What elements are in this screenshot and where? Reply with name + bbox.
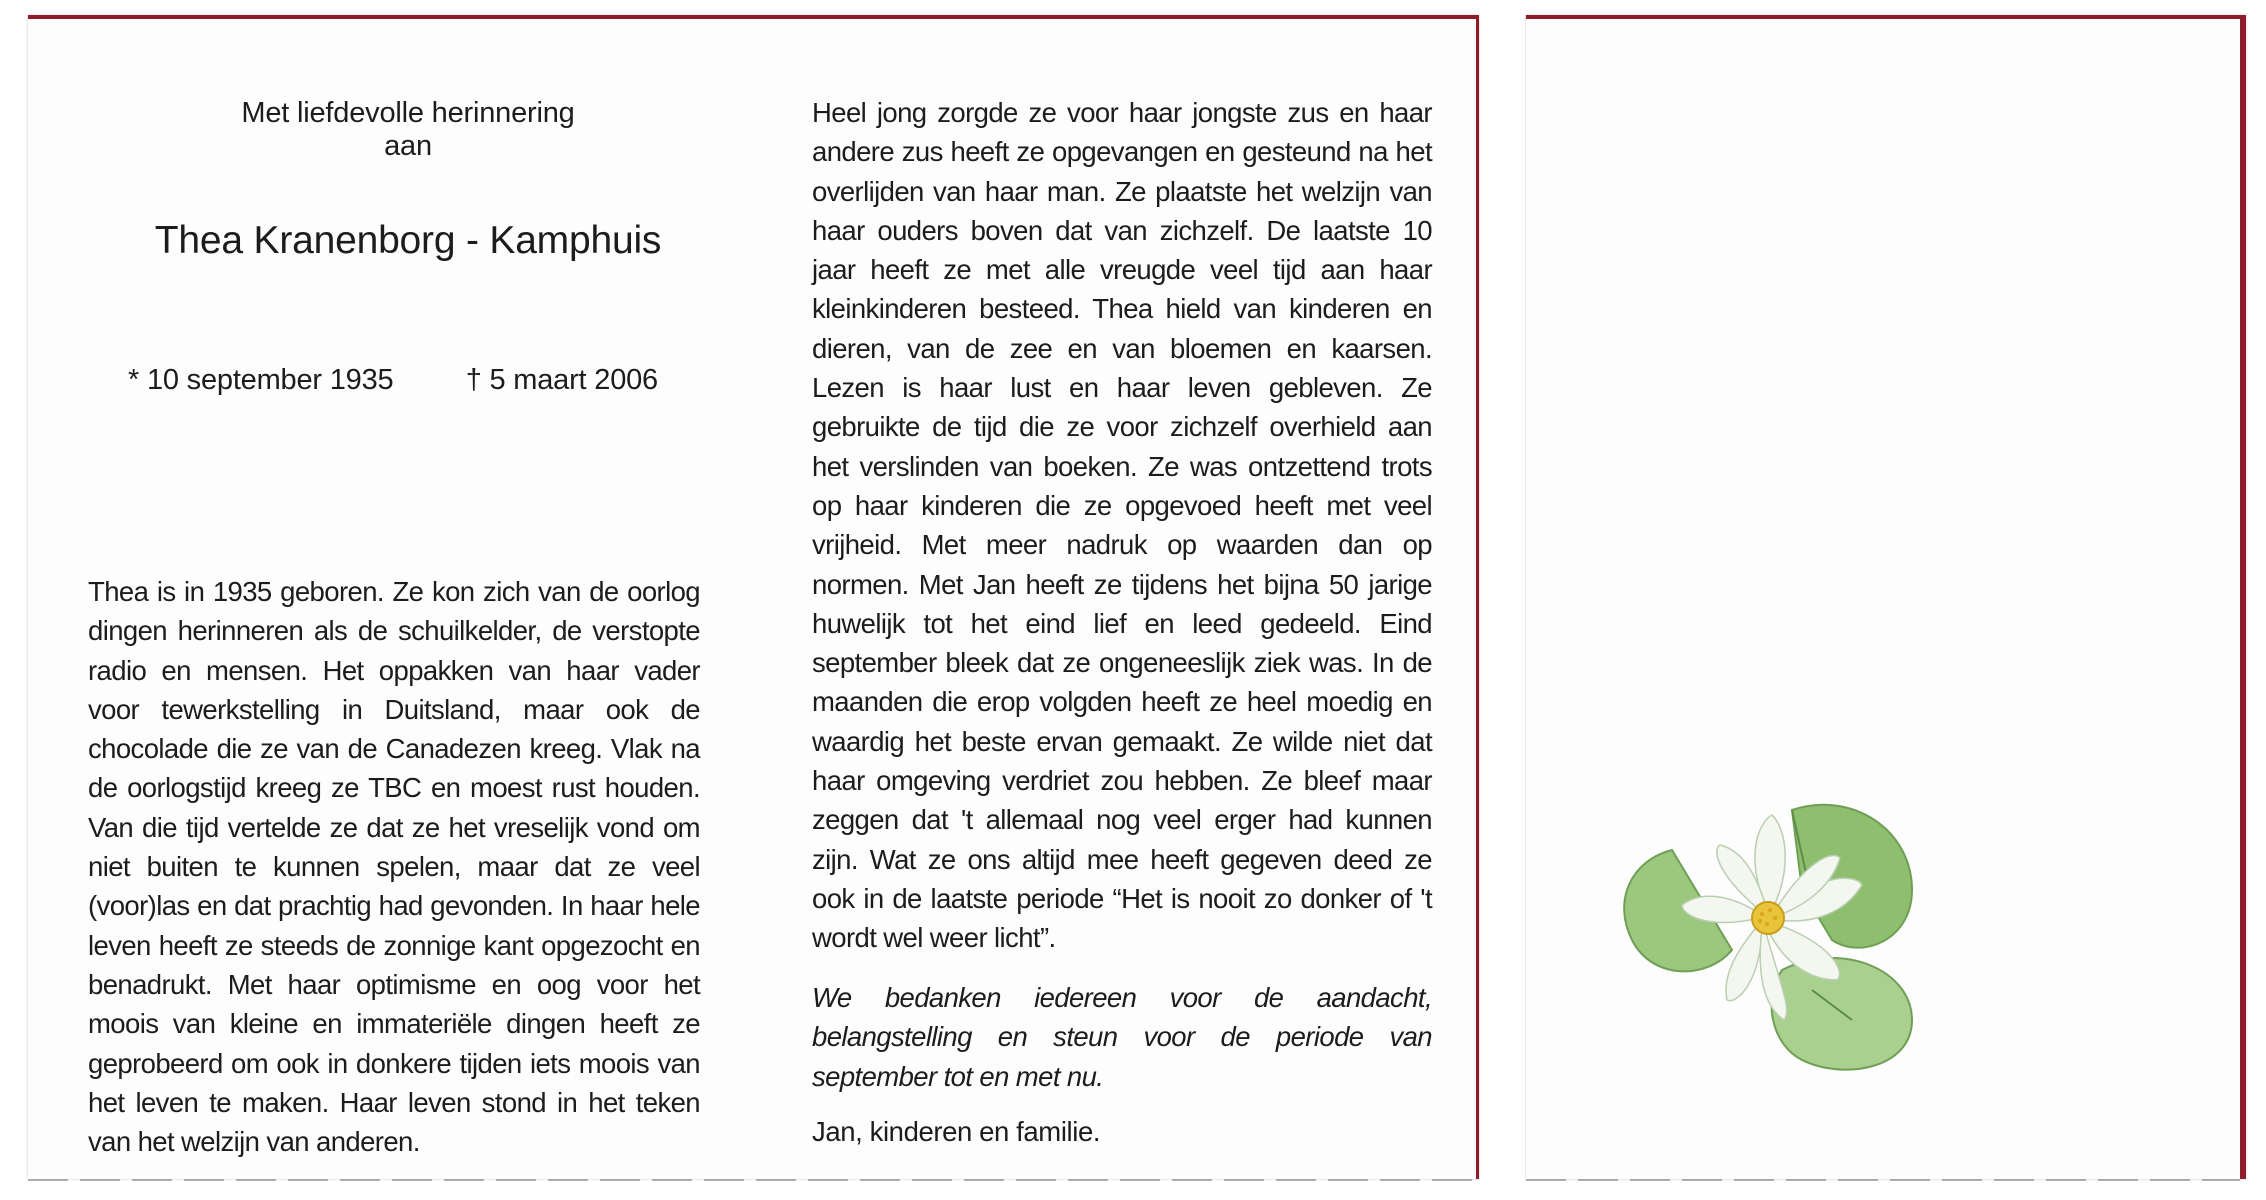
birth-date: * 10 september 1935 — [128, 364, 394, 396]
memorial-card-text-side — [28, 15, 1479, 1179]
card-edge — [28, 1179, 1476, 1181]
deceased-name: Thea Kranenborg - Kamphuis — [154, 219, 662, 262]
biography-part-1: Thea is in 1935 geboren. Ze kon zich van de oorlog dingen herinneren als de schuilkelder, de verstopte radio en mensen. Het oppakken van haar vader voor tewerkstelling in Duitsland, maar ook de chocolade die ze van de Canadezen kreeg. Vlak na de oorlogstijd kreeg ze TBC en moest rust houden. Van die tijd vertelde ze dat ze het vreselijk vond om niet buiten te kunnen spelen, maar dat ze veel (voor)las en dat prachtig had gevonden. In haar hele leven heeft ze steeds de zonnige kant opgezocht en benadrukt. Met haar optimisme en oog voor het moois van kleine en immateriële dingen heeft ze geprobeerd om ook in donkere tijden iets moois van het leven te maken. Haar leven stond in het teken van het welzijn van anderen. — [88, 576, 700, 1158]
thanks-text: We bedanken iedereen voor de aandacht, belangstelling en steun voor de periode van september tot en met nu. — [812, 982, 1432, 1092]
water-lily-icon — [1612, 790, 1942, 1080]
signature: Jan, kinderen en familie. — [812, 1116, 1101, 1147]
biography-part-2: Heel jong zorgde ze voor haar jongste zus en haar andere zus heeft ze opgevangen en gesteund na het overlijden van haar man. Ze plaatste het welzijn van haar ouders boven dat van zichzelf. De laatste 10 jaar heeft ze met alle vreugde veel tijd aan haar kleinkinderen besteed. Thea hield van kinderen en dieren, van de zee en van bloemen en kaarsen. Lezen is haar lust en haar leven gebleven. Ze gebruikte de tijd die ze voor zichzelf overhield aan het verslinden van boeken. Ze was ontzettend trots op haar kinderen die ze opgevoed heeft met veel vrijheid. Met meer nadruk op waarden dan op normen. Met Jan heeft ze tijdens het bijna 50 jarige huwelijk tot het eind lief en leed gedeeld. Eind september bleek dat ze ongeneeslijk ziek was. In de maanden die erop volgden heeft ze heel moedig en waardig het beste ervan gemaakt. Ze wilde niet dat haar omgeving verdriet zou hebben. Ze bleef maar zeggen dat 't allemaal nog veel erger had kunnen zijn. Wat ze ons altijd mee heeft gegeven deed ze ook in de laatste periode “Het is nooit zo donker of 't wordt wel weer licht”. — [812, 97, 1432, 954]
intro-line: Met liefdevolle herinnering aan — [241, 97, 575, 162]
card-edge — [1526, 1179, 2240, 1181]
death-date: † 5 maart 2006 — [465, 364, 658, 396]
